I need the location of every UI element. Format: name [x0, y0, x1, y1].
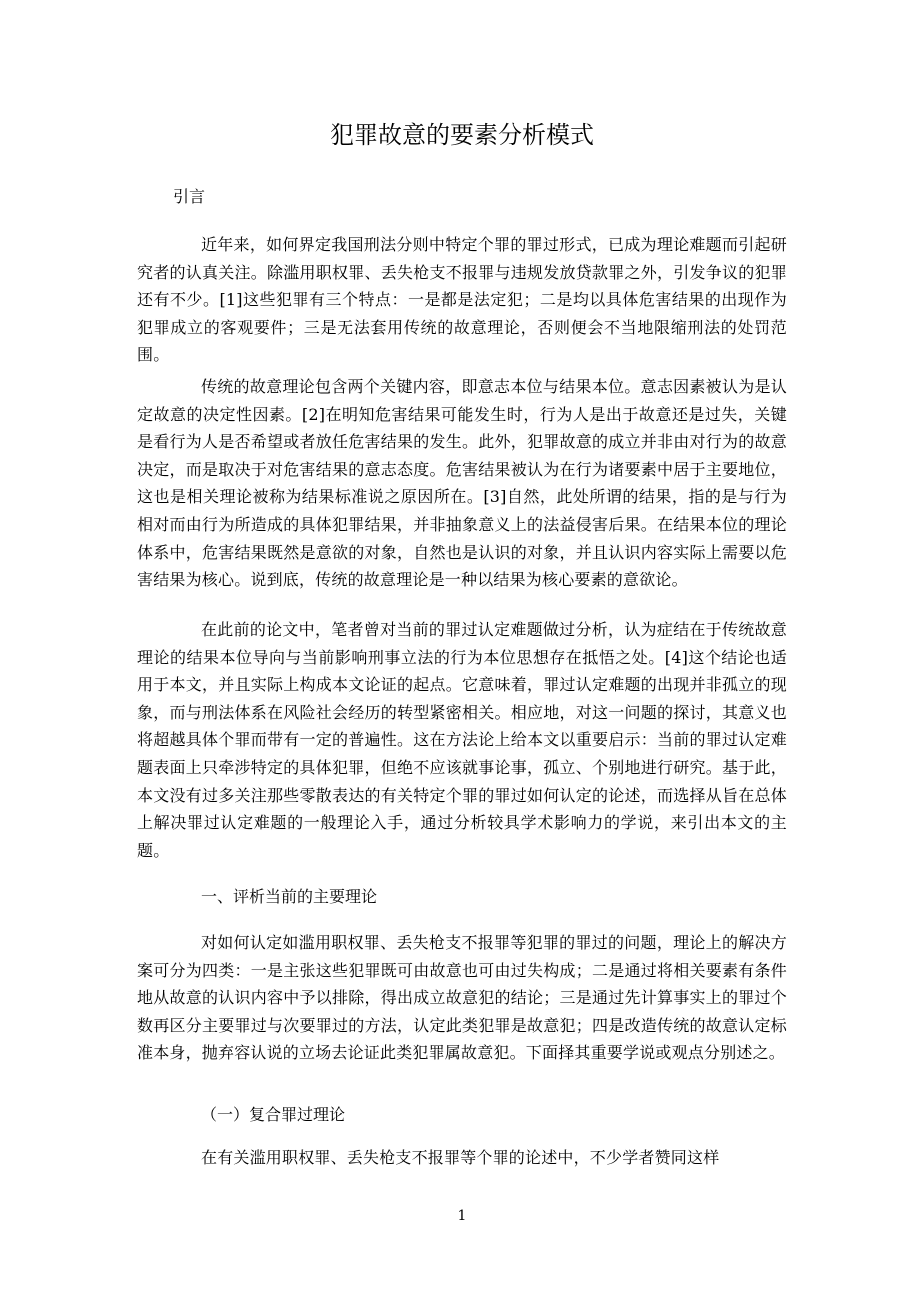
paragraph-5: 在有关滥用职权罪、丢失枪支不报罪等个罪的论述中，不少学者赞同这样: [201, 1148, 720, 1167]
paragraph-4: 对如何认定如滥用职权罪、丢失枪支不报罪等犯罪的罪过的问题，理论上的解决方案可分为四类：一是主张这些犯罪既可由故意也可由过失构成；二是通过将相关要素有条件地从故意的认识内容中予以排除，得出成立故意犯的结论；三是通过先计算事实上的罪过个数再区分主要罪过与次要罪过的方法，认定此类犯罪是故意犯；四是改造传统的故意认定标准本身，抛弃容认说的立场去论证此类犯罪属故意犯。下面择其重要学说或观点分别述之。: [137, 933, 787, 1063]
subsection-heading: （一）复合罪过理论: [201, 1105, 346, 1124]
section-heading: 一、评析当前的主要理论: [201, 887, 378, 906]
paragraph-2: 传统的故意理论包含两个关键内容，即意志本位与结果本位。意志因素被认为是认定故意的决定性因素。[2]在明知危害结果可能发生时，行为人是出于故意还是过失，关键是看行为人是否希望或者放任危害结果的发生。此外，犯罪故意的成立并非由对行为的故意决定，而是取决于对危害结果的意志态度。危害结果被认为在行为诸要素中居于主要地位，这也是相关理论被称为结果标准说之原因所在。[3]自然，此处所谓的结果，指的是与行为相对而由行为所造成的具体犯罪结果，并非抽象意义上的法益侵害后果。在结果本位的理论体系中，危害结果既然是意欲的对象，自然也是认识的对象，并且认识内容实际上需要以危害结果为核心。说到底，传统的故意理论是一种以结果为核心要素的意欲论。: [137, 377, 787, 590]
document-title: 犯罪故意的要素分析模式: [330, 121, 594, 149]
page-number: 1: [457, 1208, 467, 1224]
paragraph-1: 近年来，如何界定我国刑法分则中特定个罪的罪过形式，已成为理论难题而引起研究者的认真关注。除滥用职权罪、丢失枪支不报罪与违规发放贷款罪之外，引发争议的犯罪还有不少。[1]这些犯罪有三个特点：一是都是法定犯；二是均以具体危害结果的出现作为犯罪成立的客观要件；三是无法套用传统的故意理论，否则便会不当地限缩刑法的处罚范围。: [137, 235, 787, 365]
paragraph-3: 在此前的论文中，笔者曾对当前的罪过认定难题做过分析，认为症结在于传统故意理论的结果本位导向与当前影响刑事立法的行为本位思想存在抵悟之处。[4]这个结论也适用于本文，并且实际上构成本文论证的起点。它意味着，罪过认定难题的出现并非孤立的现象，而与刑法体系在风险社会经历的转型紧密相关。相应地，对这一问题的探讨，其意义也将超越具体个罪而带有一定的普遍性。这在方法论上给本文以重要启示：当前的罪过认定难题表面上只牵涉特定的具体犯罪，但绝不应该就事论事，孤立、个别地进行研究。基于此，本文没有过多关注那些零散表达的有关特定个罪的罪过如何认定的论述，而选择从旨在总体上解决罪过认定难题的一般理论入手，通过分析较具学术影响力的学说，来引出本文的主题。: [137, 620, 787, 860]
intro-heading: 引言: [173, 187, 206, 206]
document-page: [137, 0, 787, 1302]
